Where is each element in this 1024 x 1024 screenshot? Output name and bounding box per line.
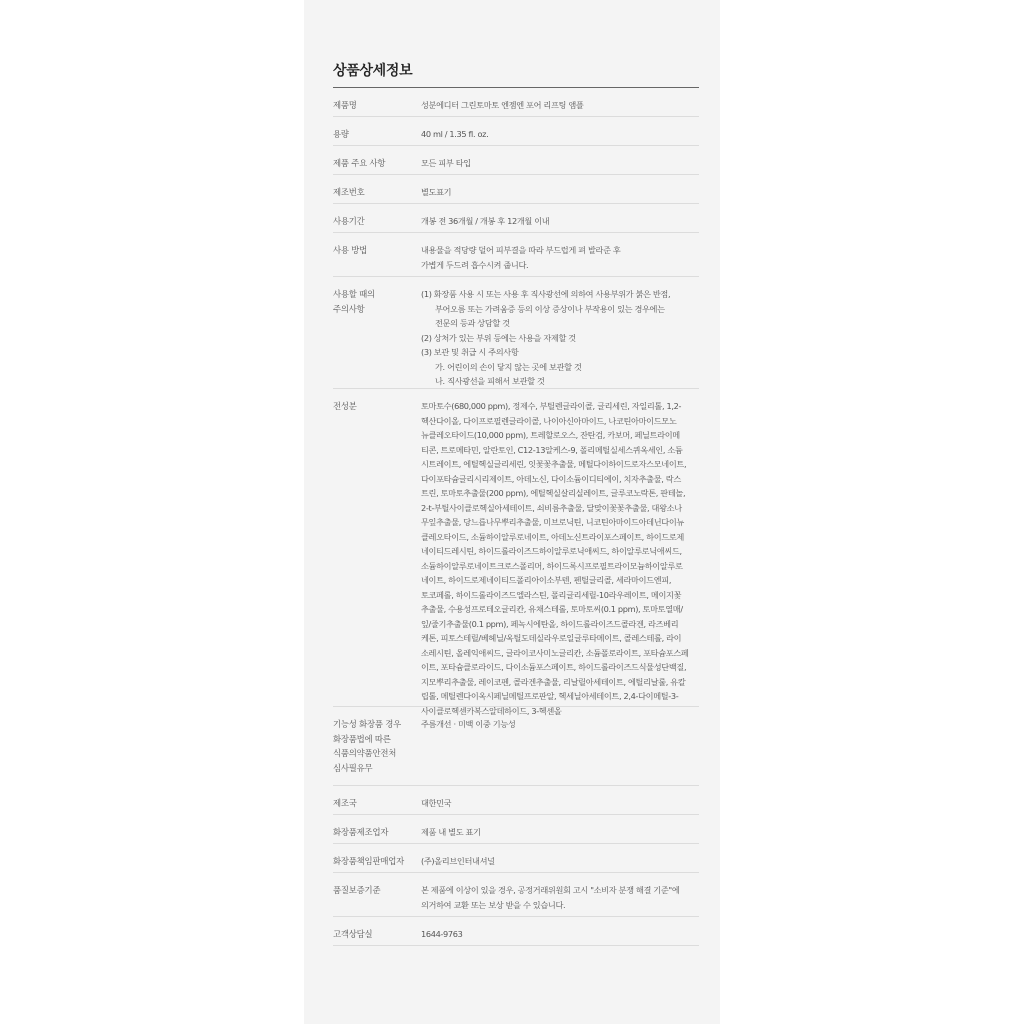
info-value-line: 전문의 등과 상담할 것 bbox=[435, 318, 510, 328]
info-value-line: (주)올리브인터내셔널 bbox=[421, 856, 495, 866]
info-value-line: 소듐하이알루로네이트크로스폴리머, 하이드록시프로필트라이모늄하이알루로 bbox=[421, 560, 683, 571]
info-label: 사용 방법 bbox=[333, 245, 368, 255]
info-value-line: 가볍게 두드려 흡수시켜 줍니다. bbox=[421, 259, 529, 270]
info-row bbox=[333, 277, 699, 389]
info-value-line: 사이클로헥센카복스알데하이드, 3-헥센올 bbox=[421, 705, 562, 716]
info-value bbox=[421, 146, 699, 174]
info-value-line: (1) 화장품 사용 시 또는 사용 후 직사광선에 의하여 사용부위가 붉은 반점, bbox=[421, 289, 671, 299]
info-value-line: 의거하여 교환 또는 보상 받을 수 있습니다. bbox=[421, 899, 566, 910]
info-label: 사용기간 bbox=[333, 216, 365, 226]
info-value-line: 클레오타이드, 소듐하이알루로네이트, 아데노신트라이포스페이트, 하이드로제 bbox=[421, 531, 684, 542]
info-value bbox=[421, 277, 699, 388]
info-row bbox=[333, 88, 699, 117]
info-value bbox=[421, 707, 699, 785]
info-row bbox=[333, 146, 699, 175]
info-value-line: 성분에디터 그린토마토 엔젬엔 포어 리프팅 앰플 bbox=[421, 100, 584, 110]
info-value-line: 뉴클레오타이드(10,000 ppm), 트레할로오스, 잔탄검, 카보머, 페닐트라이메 bbox=[421, 430, 680, 440]
info-value bbox=[421, 117, 699, 145]
info-value-line: 이트, 포타슘클로라이드, 다이소듐포스페이트, 하이드롤라이즈드식물성단백질, bbox=[421, 662, 687, 672]
info-value bbox=[421, 873, 699, 916]
info-value-line: 40 ml / 1.35 fl. oz. bbox=[421, 129, 489, 139]
info-label: 화장품제조업자 bbox=[333, 827, 389, 837]
info-label: 화장품책임판매업자 bbox=[333, 856, 405, 866]
info-label: 전성분 bbox=[333, 401, 357, 411]
info-label: 기능성 화장품 경우 화장품법에 따른 식품의약품안전처 심사필유무 bbox=[333, 719, 402, 773]
info-value-line: 부어오름 또는 가려움증 등의 이상 증상이나 부작용이 있는 경우에는 bbox=[435, 303, 665, 314]
info-value-line: 1644-9763 bbox=[421, 929, 463, 939]
info-value-line: 모든 피부 타입 bbox=[421, 158, 471, 168]
info-row bbox=[333, 707, 699, 786]
info-value-line: 본 제품에 이상이 있을 경우, 공정거래위원회 고시 "소비자 분쟁 해결 기준"에 bbox=[421, 885, 680, 895]
info-value bbox=[421, 389, 699, 716]
info-value-line: 대한민국 bbox=[421, 798, 452, 808]
info-value-line: 제품 내 별도 표기 bbox=[421, 827, 481, 837]
info-label: 사용할 때의 주의사항 bbox=[333, 289, 375, 314]
info-row bbox=[333, 844, 699, 873]
info-value bbox=[421, 175, 699, 203]
info-value bbox=[421, 786, 699, 814]
info-label: 제품명 bbox=[333, 100, 357, 110]
info-label: 제조번호 bbox=[333, 187, 365, 197]
section-title: 상품상세정보 bbox=[333, 63, 413, 79]
info-value bbox=[421, 917, 699, 945]
info-value-line: 2-t-부틸사이클로헥실아세테이트, 쇠비름추출물, 달맞이꽃꽃추출물, 대왕소나 bbox=[421, 502, 682, 513]
info-value bbox=[421, 204, 699, 232]
info-label: 제품 주요 사항 bbox=[333, 158, 386, 168]
info-value bbox=[421, 233, 699, 276]
info-value-line: 립톨, 메틸렌다이옥시페닐메틸프로판알, 헥세닐아세테이트, 2,4-다이메틸-3- bbox=[421, 691, 679, 701]
info-value-line: 네이티드레시틴, 하이드롤라이즈드하이알루로닉애씨드, 하이알루로닉애씨드, bbox=[421, 546, 682, 556]
info-value-line: 별도표기 bbox=[421, 187, 452, 197]
info-value-line: 트린, 토마토추출물(200 ppm), 에틸헥실살리실레이트, 글루코노락톤, 판테놀, bbox=[421, 488, 686, 498]
info-value-line: 티콘, 트로메타민, 알란토인, C12-13알케스-9, 폴리메틸실세스퀴옥세인, 소듐 bbox=[421, 444, 683, 455]
info-row bbox=[333, 233, 699, 277]
info-value-line: 추출물, 수용성프로테오글리칸, 유채스테롤, 토마토씨(0.1 ppm), 토마토열매/ bbox=[421, 604, 683, 614]
info-row bbox=[333, 786, 699, 815]
info-value-line: 시트레이트, 에틸헥실글리세린, 잇꽃꽃추출물, 메틸다이하이드로자스모네이트, bbox=[421, 459, 687, 469]
info-value-line: (2) 상처가 있는 부위 등에는 사용을 자제할 것 bbox=[421, 332, 576, 343]
info-value bbox=[421, 88, 699, 116]
info-value bbox=[421, 844, 699, 872]
info-row bbox=[333, 873, 699, 917]
info-value-line: 네이트, 하이드로제네이티드폴리아이소부텐, 펜틸글리콜, 세라마이드엔피, bbox=[421, 575, 672, 585]
info-value-line: 잎/줄기추출물(0.1 ppm), 페녹시에탄올, 하이드롤라이즈드콜라겐, 라즈베리 bbox=[421, 618, 679, 629]
info-value-line: 지모뿌리추출물, 레이코펜, 콜라겐추출물, 리날릴아세테이트, 에틸리날룰, 유칼 bbox=[421, 676, 686, 687]
info-value-line: 가. 어린이의 손이 닿지 않는 곳에 보관할 것 bbox=[435, 361, 582, 372]
info-row bbox=[333, 204, 699, 233]
product-info-table bbox=[333, 88, 699, 946]
info-value-line: 토코페롤, 하이드롤라이즈드엘라스틴, 폴리글리세릴-10라우레이트, 메이지꽃 bbox=[421, 589, 682, 600]
info-label: 고객상담실 bbox=[333, 929, 373, 939]
info-value-line: 케톤, 피토스테릴/베헤닐/옥틸도데실라우로일글루타메이트, 콜레스테롤, 라이 bbox=[421, 633, 682, 643]
info-row bbox=[333, 389, 699, 716]
info-label: 제조국 bbox=[333, 798, 357, 808]
info-value-line: 다이포타슘글리시리제이트, 아데노신, 다이소듐이디티에이, 치자추출물, 락스 bbox=[421, 473, 681, 484]
info-label: 용량 bbox=[333, 129, 349, 139]
info-value-line: 개봉 전 36개월 / 개봉 후 12개월 이내 bbox=[421, 216, 550, 226]
info-label: 품질보증기준 bbox=[333, 885, 381, 895]
info-value-line: 토마토수(680,000 ppm), 정제수, 부틸렌글라이콜, 글리세린, 자일리톨, 1,2- bbox=[421, 401, 682, 411]
info-value bbox=[421, 815, 699, 843]
info-value-line: 헥산다이올, 다이프로필렌글라이콜, 나이아신아마이드, 나코틴아마이드모노 bbox=[421, 415, 677, 426]
info-value-line: 내용물을 적당량 덜어 피부결을 따라 부드럽게 펴 발라준 후 bbox=[421, 245, 621, 255]
info-value-line: (3) 보관 및 취급 시 주의사항 bbox=[421, 347, 519, 357]
info-row bbox=[333, 815, 699, 844]
info-value-line: 소레시틴, 올레익애씨드, 글라이코사미노글리칸, 소듐폴로라이트, 포타슘포스페 bbox=[421, 647, 689, 658]
info-value-line: 주름개선 · 미백 이중 기능성 bbox=[421, 719, 516, 729]
info-row bbox=[333, 917, 699, 946]
info-value-line: 무잎추출물, 당느릅나무뿌리추출물, 미브로닉틴, 니코틴아마이드아데닌다이뉴 bbox=[421, 517, 684, 527]
info-value-line: 나. 직사광선을 피해서 보관할 것 bbox=[435, 376, 545, 386]
info-row bbox=[333, 175, 699, 204]
info-row bbox=[333, 117, 699, 146]
